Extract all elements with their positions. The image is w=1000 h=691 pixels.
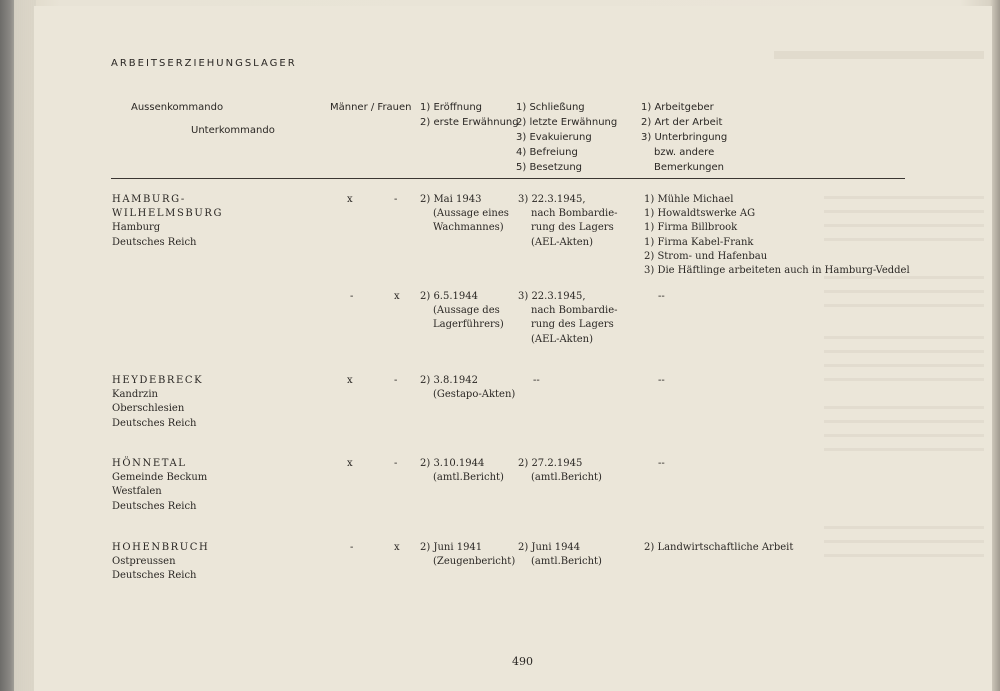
cell-line: 1) Firma Billbrook	[644, 222, 738, 234]
cell-line: 2) 3.8.1942	[420, 375, 478, 386]
cell-line: 1) Mühle Michael	[644, 194, 734, 205]
header-line: 2) Art der Arbeit	[641, 117, 723, 128]
header-line: 1) Arbeitgeber	[641, 102, 714, 113]
men-mark: x	[347, 375, 353, 386]
header-unterkommando: Unterkommando	[191, 125, 275, 136]
header-line: Bemerkungen	[654, 162, 725, 173]
cell-line: rung des Lagers	[531, 222, 614, 234]
women-mark: -	[394, 458, 398, 469]
place-name: HEYDEBRECK	[112, 375, 204, 386]
closing-cell	[518, 193, 618, 250]
header-line: bzw. andere	[654, 147, 715, 158]
men-mark: -	[350, 291, 354, 302]
women-mark: -	[394, 375, 398, 386]
remarks-cell	[644, 193, 910, 278]
cell-line: 3) 22.3.1945,	[518, 291, 586, 302]
place-name: HÖNNETAL	[112, 458, 187, 469]
header-eroeffnung	[420, 100, 519, 130]
cell-line: rung des Lagers	[531, 319, 614, 331]
header-rule	[111, 178, 905, 179]
men-mark: x	[347, 194, 353, 205]
bleed-through	[824, 526, 984, 566]
place-line: Ostpreussen	[112, 556, 176, 568]
men-mark: -	[350, 542, 354, 553]
cell-line: nach Bombardie-	[531, 208, 618, 220]
bleed-through	[824, 336, 984, 391]
place-name: HAMBURG-	[112, 194, 186, 205]
cell-line: (Aussage des	[433, 305, 500, 317]
cell-line: (amtl.Bericht)	[531, 472, 602, 484]
closing-cell	[518, 541, 602, 569]
header-maenner-frauen: Männer / Frauen	[330, 102, 412, 113]
place-line: Westfalen	[112, 486, 162, 498]
cell-line: (AEL-Akten)	[531, 236, 594, 248]
header-arbeitgeber	[641, 100, 727, 175]
closing-cell: --	[533, 375, 540, 386]
header-schliessung	[516, 100, 617, 175]
row-place	[112, 374, 203, 431]
place-line: Deutsches Reich	[112, 236, 197, 248]
women-mark: x	[394, 542, 400, 553]
cell-line: (Gestapo-Akten)	[433, 389, 516, 401]
place-line: Hamburg	[112, 222, 161, 234]
header-line: 3) Evakuierung	[516, 132, 592, 143]
place-line: Kandrzin	[112, 389, 158, 401]
place-name: WILHELMSBURG	[112, 208, 224, 220]
opening-cell	[420, 290, 504, 333]
cell-line: (Aussage eines	[433, 208, 509, 220]
cell-line: 2) Juni 1944	[518, 542, 581, 553]
header-line: 5) Besetzung	[516, 162, 583, 173]
opening-cell	[420, 193, 509, 236]
remarks-cell: 2) Landwirtschaftliche Arbeit	[644, 542, 794, 553]
remarks-cell: --	[658, 291, 665, 302]
cell-line: 1) Firma Kabel-Frank	[644, 236, 754, 248]
header-line: 3) Unterbringung	[641, 132, 728, 143]
row-place	[112, 193, 223, 250]
place-line: Oberschlesien	[112, 403, 185, 415]
remarks-cell: --	[658, 458, 665, 469]
bleed-through	[824, 406, 984, 451]
place-line: Deutsches Reich	[112, 417, 197, 429]
place-line: Gemeinde Beckum	[112, 472, 208, 484]
cell-line: 2) 6.5.1944	[420, 291, 478, 302]
cell-line: 2) 27.2.1945	[518, 458, 583, 469]
cell-line: (AEL-Akten)	[531, 333, 594, 345]
women-mark: x	[394, 291, 400, 302]
opening-cell	[420, 374, 515, 402]
closing-cell	[518, 457, 602, 485]
header-line: 4) Befreiung	[516, 147, 578, 158]
page-title: ARBEITSERZIEHUNGSLAGER	[111, 58, 297, 69]
opening-cell	[420, 541, 515, 569]
cell-line: Wachmannes)	[433, 222, 504, 234]
cell-line: 2) 3.10.1944	[420, 458, 485, 469]
cell-line: 2) Juni 1941	[420, 542, 483, 553]
bleed-through	[824, 276, 984, 316]
cell-line: (amtl.Bericht)	[433, 472, 504, 484]
header-line: 2) erste Erwähnung	[420, 117, 519, 128]
header-aussenkommando: Aussenkommando	[131, 102, 224, 113]
row-place	[112, 457, 207, 514]
cell-line: 3) Die Häftlinge arbeiteten auch in Hamburg-Veddel	[644, 265, 910, 277]
cell-line: (amtl.Bericht)	[531, 556, 602, 568]
cell-line: nach Bombardie-	[531, 305, 618, 317]
place-name: HOHENBRUCH	[112, 542, 210, 553]
bleed-through	[774, 51, 984, 59]
closing-cell	[518, 290, 618, 347]
cell-line: 3) 22.3.1945,	[518, 194, 586, 205]
cell-line: 2) Mai 1943	[420, 194, 482, 205]
women-mark: -	[394, 194, 398, 205]
cell-line: (Zeugenbericht)	[433, 556, 516, 568]
place-line: Deutsches Reich	[112, 500, 197, 512]
cell-line: Lagerführers)	[433, 319, 504, 331]
header-line: 1) Schließung	[516, 102, 585, 113]
cell-line: 1) Howaldtswerke AG	[644, 208, 756, 220]
men-mark: x	[347, 458, 353, 469]
page-number: 490	[512, 655, 533, 668]
cell-line: 2) Strom- und Hafenbau	[644, 250, 768, 262]
row-place	[112, 541, 209, 584]
place-line: Deutsches Reich	[112, 570, 197, 582]
opening-cell	[420, 457, 504, 485]
header-line: 2) letzte Erwähnung	[516, 117, 618, 128]
remarks-cell: --	[658, 375, 665, 386]
page-edges	[14, 0, 36, 691]
header-line: 1) Eröffnung	[420, 102, 483, 113]
